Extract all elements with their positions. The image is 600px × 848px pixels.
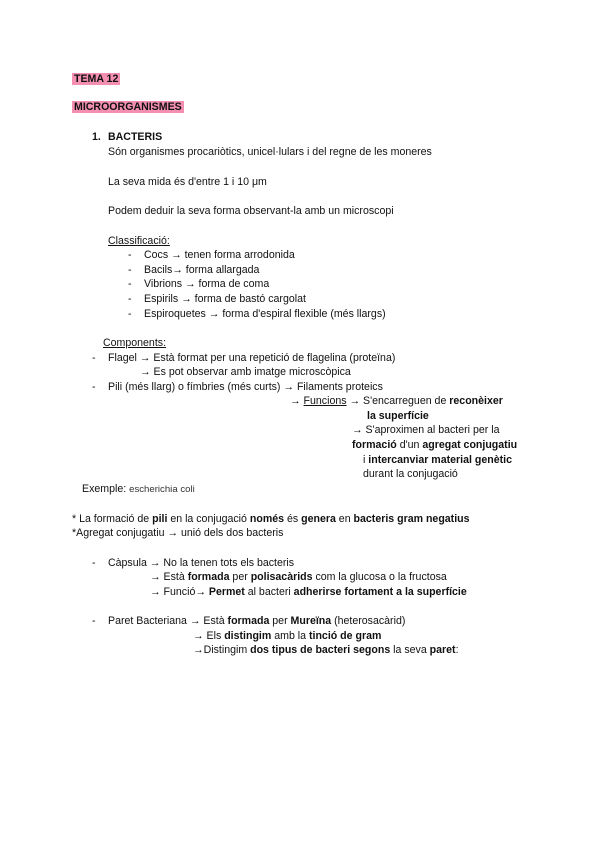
flagel-sub-line: → Es pot observar amb imatge microscòpica	[140, 366, 351, 378]
title-heading	[72, 101, 184, 114]
list-bullet: -	[128, 264, 132, 276]
list-item: Espiroquetes → forma d'espiral flexible (més llargs)	[144, 308, 386, 320]
paret-distingim-line: → Els distingim amb la tinció de gram	[193, 630, 382, 642]
list-bullet: -	[128, 278, 132, 290]
list-bullet: -	[128, 293, 132, 305]
capsula-formada-line: → Està formada per polisacàrids com la glucosa o la fructosa	[150, 571, 447, 583]
classification-label: Classificació:	[108, 235, 170, 247]
funcions-continuation: la superfície	[367, 410, 429, 422]
list-bullet: -	[92, 557, 96, 569]
exemple-line: Exemple: escherichia coli	[82, 483, 195, 495]
funcio-2-line-2: formació d'un agregat conjugatiu	[352, 439, 518, 451]
list-bullet: -	[92, 615, 96, 627]
size-text: La seva mida és d'entre 1 i 10 μm	[108, 176, 267, 188]
funcio-2-line-4: durant la conjugació	[363, 468, 458, 480]
note-agregat: *Agregat conjugatiu → unió dels dos bacteris	[72, 527, 284, 539]
tema-label: TEMA 12	[74, 73, 119, 85]
capsula-line: Càpsula → No la tenen tots els bacteris	[108, 557, 295, 569]
section-intro: Són organismes procariòtics, unicel·lulars i del regne de les moneres	[108, 146, 432, 158]
flagel-line: Flagel → Està format per una repetició de flagelina (proteïna)	[108, 352, 396, 364]
funcio-2-line-3: i intercanviar material genètic	[363, 454, 512, 466]
tema-heading	[72, 73, 120, 86]
section-number: 1.	[92, 131, 101, 143]
observe-text: Podem deduir la seva forma observant-la amb un microscopi	[108, 205, 394, 217]
list-item: Bacils→ forma allargada	[144, 264, 260, 276]
page-title: MICROORGANISMES	[74, 101, 182, 113]
paret-tipus-line: →Distingim dos tipus de bacteri segons la seva paret:	[193, 644, 459, 656]
pili-line: Pili (més llarg) o fímbries (més curts) → Filaments proteics	[108, 381, 383, 393]
list-bullet: -	[128, 249, 132, 261]
funcions-line: → Funcions → S'encarreguen de reconèixer	[290, 395, 503, 407]
components-label: Components:	[103, 337, 167, 349]
list-item: Cocs → tenen forma arrodonida	[144, 249, 295, 261]
list-bullet: -	[92, 381, 96, 393]
capsula-funcio-line: → Funció→ Permet al bacteri adherirse fortament a la superfície	[150, 586, 467, 598]
section-title: BACTERIS	[108, 131, 163, 143]
list-bullet: -	[92, 352, 96, 364]
list-bullet: -	[128, 308, 132, 320]
funcio-2-line-1: → S'aproximen al bacteri per la	[352, 424, 500, 436]
note-pili: * La formació de pili en la conjugació només és genera en bacteris gram negatius	[72, 513, 470, 525]
list-item: Espirils → forma de bastó cargolat	[144, 293, 306, 305]
list-item: Vibrions → forma de coma	[144, 278, 270, 290]
paret-line: Paret Bacteriana → Està formada per Mureïna (heterosacàrid)	[108, 615, 406, 627]
